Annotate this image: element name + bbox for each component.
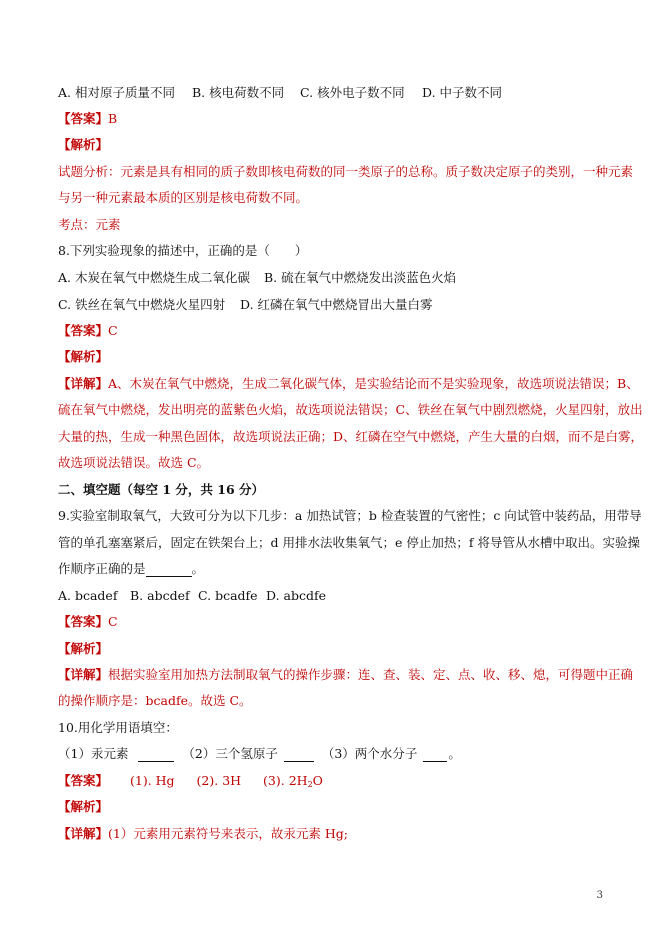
answer-label: 【答案】: [58, 773, 109, 788]
q10-part2: （2）三个氢原子: [182, 746, 278, 761]
detail-text: 根据实验室用加热方法制取氧气的操作步骤：连、查、装、定、点、收、移、熄，可得题中正确: [108, 667, 634, 682]
q8-options-row2: [58, 297, 433, 313]
q10-answer-3-text: (3). 2H: [263, 773, 308, 788]
answer-label: 【答案】: [58, 614, 109, 629]
q9-option-c: C. bcadfe: [198, 588, 258, 603]
q8-option-c: C. 铁丝在氧气中燃烧火星四射: [58, 297, 226, 312]
q10-answer-3-tail: O: [312, 773, 323, 788]
answer-value: C: [108, 614, 118, 629]
q9-line1: 9.实验室制取氧气，大致可分为以下几步：a 加热试管；b 检查装置的气密性；c 向试管中装药品，用带导: [58, 508, 642, 523]
answer-value: C: [108, 323, 118, 338]
q7-option-d: D. 中子数不同: [422, 85, 503, 100]
q8-option-d: D. 红磷在氧气中燃烧冒出大量白雾: [240, 297, 433, 312]
answer-blank: [284, 749, 314, 762]
q7-analysis-line2: 与另一种元素最本质的区别是核电荷数不同。: [58, 190, 309, 205]
section-title: 二、填空题（每空 1 分，共 16 分）: [58, 482, 265, 497]
q10-end: 。: [448, 746, 461, 761]
answer-label: 【答案】: [58, 111, 109, 126]
q7-analysis-label: 【解析】: [58, 137, 109, 152]
q9-detail-line2: 的操作顺序是：bcadfe。故选 C。: [58, 693, 252, 708]
detail-label: 【详解】: [58, 826, 109, 841]
q7-option-a: A. 相对原子质量不同: [58, 85, 175, 100]
q10-part3: （3）两个水分子: [321, 746, 418, 761]
q10-answer-3: [263, 773, 323, 788]
q8-detail-line2: 硫在氧气中燃烧，发出明亮的蓝紫色火焰，故选项说法错误；C、铁丝在氧气中剧烈燃烧，火星四射，放出: [58, 402, 643, 417]
detail-label: 【详解】: [58, 376, 109, 391]
q10-answer-1: (1). Hg: [130, 773, 175, 788]
q10-analysis-label: 【解析】: [58, 799, 109, 814]
detail-label: 【详解】: [58, 667, 109, 682]
q8-detail-line3: 大量的热，生成一种黑色固体，故选项说法正确；D、红磷在空气中燃烧，产生大量的白烟，而不是白雾，: [58, 429, 644, 444]
q8-options-row1: [58, 270, 456, 286]
answer-value: B: [108, 111, 118, 126]
page-number: 3: [596, 890, 603, 901]
q7-analysis-line1: 试题分析：元素是具有相同的质子数即核电荷数的同一类原子的总称。质子数决定原子的类别，一种元素: [58, 164, 634, 179]
q10-prompts: [58, 746, 461, 762]
answer-blank: [146, 564, 192, 577]
q7-option-b: B. 核电荷数不同: [192, 85, 285, 100]
q10-part1: （1）汞元素: [58, 746, 129, 761]
answer-label: 【答案】: [58, 323, 109, 338]
detail-text: (1）元素用元素符号来表示，故汞元素 Hg;: [108, 826, 348, 841]
q7-answer: [58, 111, 117, 127]
q8-stem: 8.下列实验现象的描述中，正确的是（ ）: [58, 243, 308, 258]
q9-line3-text: 作顺序正确的是: [58, 561, 146, 576]
q9-line2: 管的单孔塞塞紧后，固定在铁架台上；d 用排水法收集氧气；e 停止加热；f 将导管从水槽中取出。实验操: [58, 535, 640, 550]
q7-kaodian: 考点：元素: [58, 217, 121, 232]
q8-analysis-label: 【解析】: [58, 349, 109, 364]
q8-detail-line4: 故选项说法错误。故选 C。: [58, 455, 210, 470]
q10-answer-2: (2). 3H: [196, 773, 242, 788]
q9-option-b: B. abcdef: [130, 588, 190, 603]
q8-option-a: A. 木炭在氧气中燃烧生成二氧化碳: [58, 270, 250, 285]
answer-blank: [138, 749, 174, 762]
q10-answer: [58, 773, 323, 793]
q9-option-a: A. bcadef: [58, 588, 118, 603]
detail-text: A、木炭在氧气中燃烧，生成二氧化碳气体，是实验结论而不是实验现象，故选项说法错误；B、: [108, 376, 639, 391]
q10-stem: 10.用化学用语填空：: [58, 720, 178, 735]
q8-option-b: B. 硫在氧气中燃烧发出淡蓝色火焰: [264, 270, 457, 285]
answer-blank: [423, 749, 447, 762]
q8-answer: [58, 323, 118, 339]
q9-line3-end: 。: [191, 561, 205, 576]
q10-detail-line1: [58, 826, 348, 842]
q9-analysis-label: 【解析】: [58, 641, 109, 656]
q7-option-c: C. 核外电子数不同: [300, 85, 405, 100]
q8-detail-line1: [58, 376, 639, 392]
q7-options: [58, 85, 502, 101]
q9-detail-line1: [58, 667, 633, 683]
q9-answer: [58, 614, 118, 630]
q9-line3: [58, 561, 204, 577]
q9-options: [58, 588, 326, 604]
subscript: 2: [307, 780, 313, 789]
q9-option-d: D. abcdfe: [266, 588, 327, 603]
